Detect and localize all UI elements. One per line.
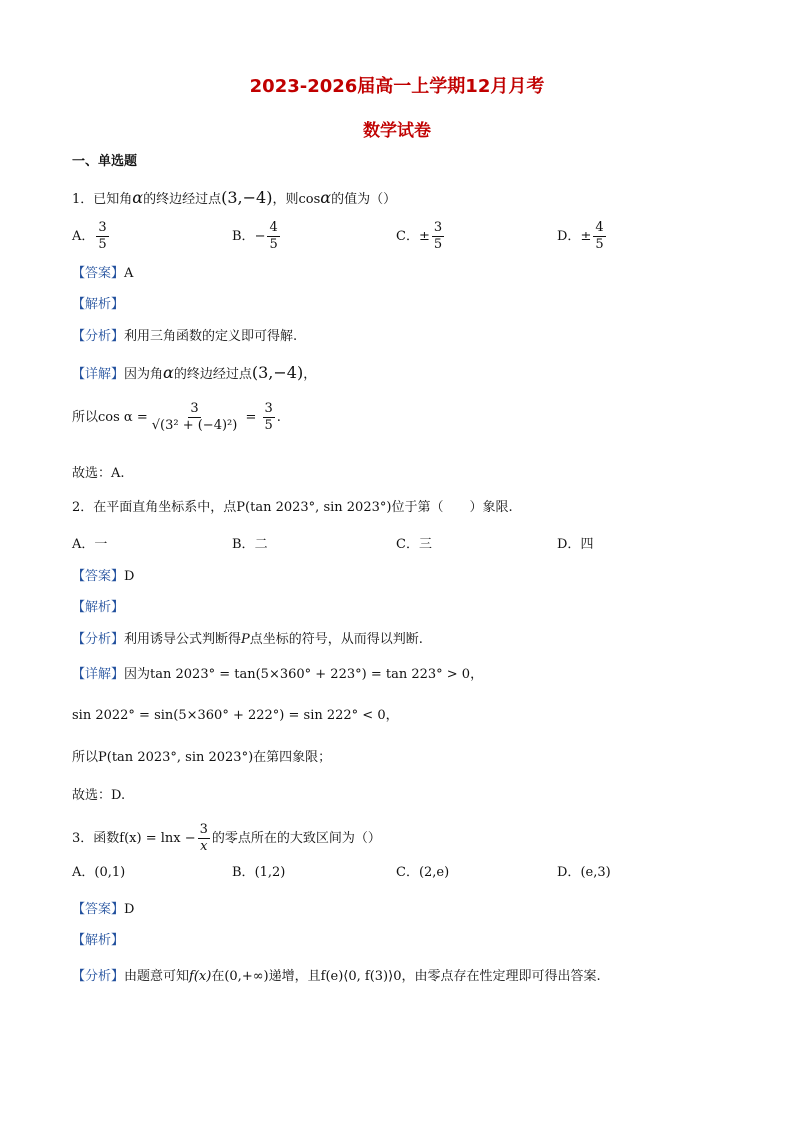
q1-point: (3,−4) xyxy=(221,188,273,207)
answer-tag: 【答案】 xyxy=(72,266,125,281)
q1-analysis-tag: 【解析】 xyxy=(72,297,125,312)
q1-fenxi: 【分析】利用三角函数的定义即可得解. xyxy=(72,329,298,344)
page-subtitle: 数学试卷 xyxy=(363,121,431,141)
q2-answer: 【答案】D xyxy=(72,569,135,584)
q2-xiangjie: 【详解】因为tan 2023° = tan(5×360° + 223°) = tan 223° > 0， xyxy=(72,667,484,682)
q2-fenxi: 【分析】利用诱导公式判断得P点坐标的符号，从而得以判断. xyxy=(72,632,423,647)
q1-stem xyxy=(72,190,396,206)
q3-answer: 【答案】D xyxy=(72,902,135,917)
q1-main-fraction: $\frac{3}{\text{√(3² + (−4)²)}}$ xyxy=(151,401,238,433)
q3-stem: 3．函数f(x) = lnx − $\frac{3}{x}$ 的零点所在的大致区间为（） xyxy=(72,822,381,854)
q1-option-b: B．− $\frac{4}{5}$ xyxy=(232,220,278,252)
q2-conclusion: 所以P(tan 2023°, sin 2023°)在第四象限； xyxy=(72,750,332,765)
q1-xiangjie: 【详解】因为角α的终边经过点(3,−4)， xyxy=(72,363,317,382)
q1-result-fraction: $\frac{3}{5}$ xyxy=(264,401,273,433)
q1-alpha: α xyxy=(132,188,144,207)
q1-alpha-2: α xyxy=(320,188,332,207)
q2-option-a: A．一 xyxy=(72,537,108,552)
q1-option-c: C．± $\frac{3}{5}$ xyxy=(396,220,443,252)
q1-text-a: 已知角 xyxy=(93,192,133,207)
q3-option-a: A．(0,1) xyxy=(72,865,126,880)
q1-option-b-fraction: $\frac{4}{5}$ xyxy=(269,220,278,252)
q2-analysis-tag: 【解析】 xyxy=(72,600,125,615)
q1-text-c: ，则 xyxy=(272,192,299,207)
q2-option-b: B．二 xyxy=(232,537,268,552)
q2-option-c: C．三 xyxy=(396,537,432,552)
q3-option-b: B．(1,2) xyxy=(232,865,286,880)
q3-fenxi: 【分析】由题意可知f(x)在(0,+∞)递增，且f(e)⟨0, f(3)⟩0，由零点存在性定理即可得出答案. xyxy=(72,969,601,984)
q1-number: 1． xyxy=(72,192,94,207)
q2-choice: 故选：D. xyxy=(72,788,126,803)
page-title: 2023-2026届高一上学期12月月考 xyxy=(249,76,545,97)
q2-equation-2: sin 2022° = sin(5×360° + 222°) = sin 222° < 0， xyxy=(72,708,399,723)
section-heading: 一、单选题 xyxy=(72,154,138,169)
q3-option-d: D．(e,3) xyxy=(557,865,611,880)
q1-solution-equation: 所以cos α = $\frac{3}{\text{√(3² + (−4)²)}}$ = $\frac{3}{5}$ . xyxy=(72,401,281,433)
q1-answer: 【答案】A xyxy=(72,266,134,281)
q3-analysis-tag: 【解析】 xyxy=(72,933,125,948)
q3-option-c: C．(2,e) xyxy=(396,865,450,880)
q2-stem: 2．在平面直角坐标系中，点P(tan 2023°, sin 2023°)位于第（ ）象限. xyxy=(72,500,513,515)
q1-option-a: A． $\frac{3}{5}$ xyxy=(72,220,107,252)
q1-text-b: 的终边经过点 xyxy=(143,192,222,207)
q2-option-d: D．四 xyxy=(557,537,594,552)
q1-cos: cos xyxy=(298,192,321,207)
q1-option-c-fraction: $\frac{3}{5}$ xyxy=(433,220,443,252)
q1-option-d: D．± $\frac{4}{5}$ xyxy=(557,220,604,252)
q1-choice: 故选：A. xyxy=(72,466,125,481)
q3-fraction: $\frac{3}{x}$ xyxy=(199,822,208,854)
q1-text-d: 的值为（） xyxy=(331,192,397,207)
q1-option-d-fraction: $\frac{4}{5}$ xyxy=(595,220,604,252)
q1-option-a-fraction: $\frac{3}{5}$ xyxy=(98,220,107,252)
